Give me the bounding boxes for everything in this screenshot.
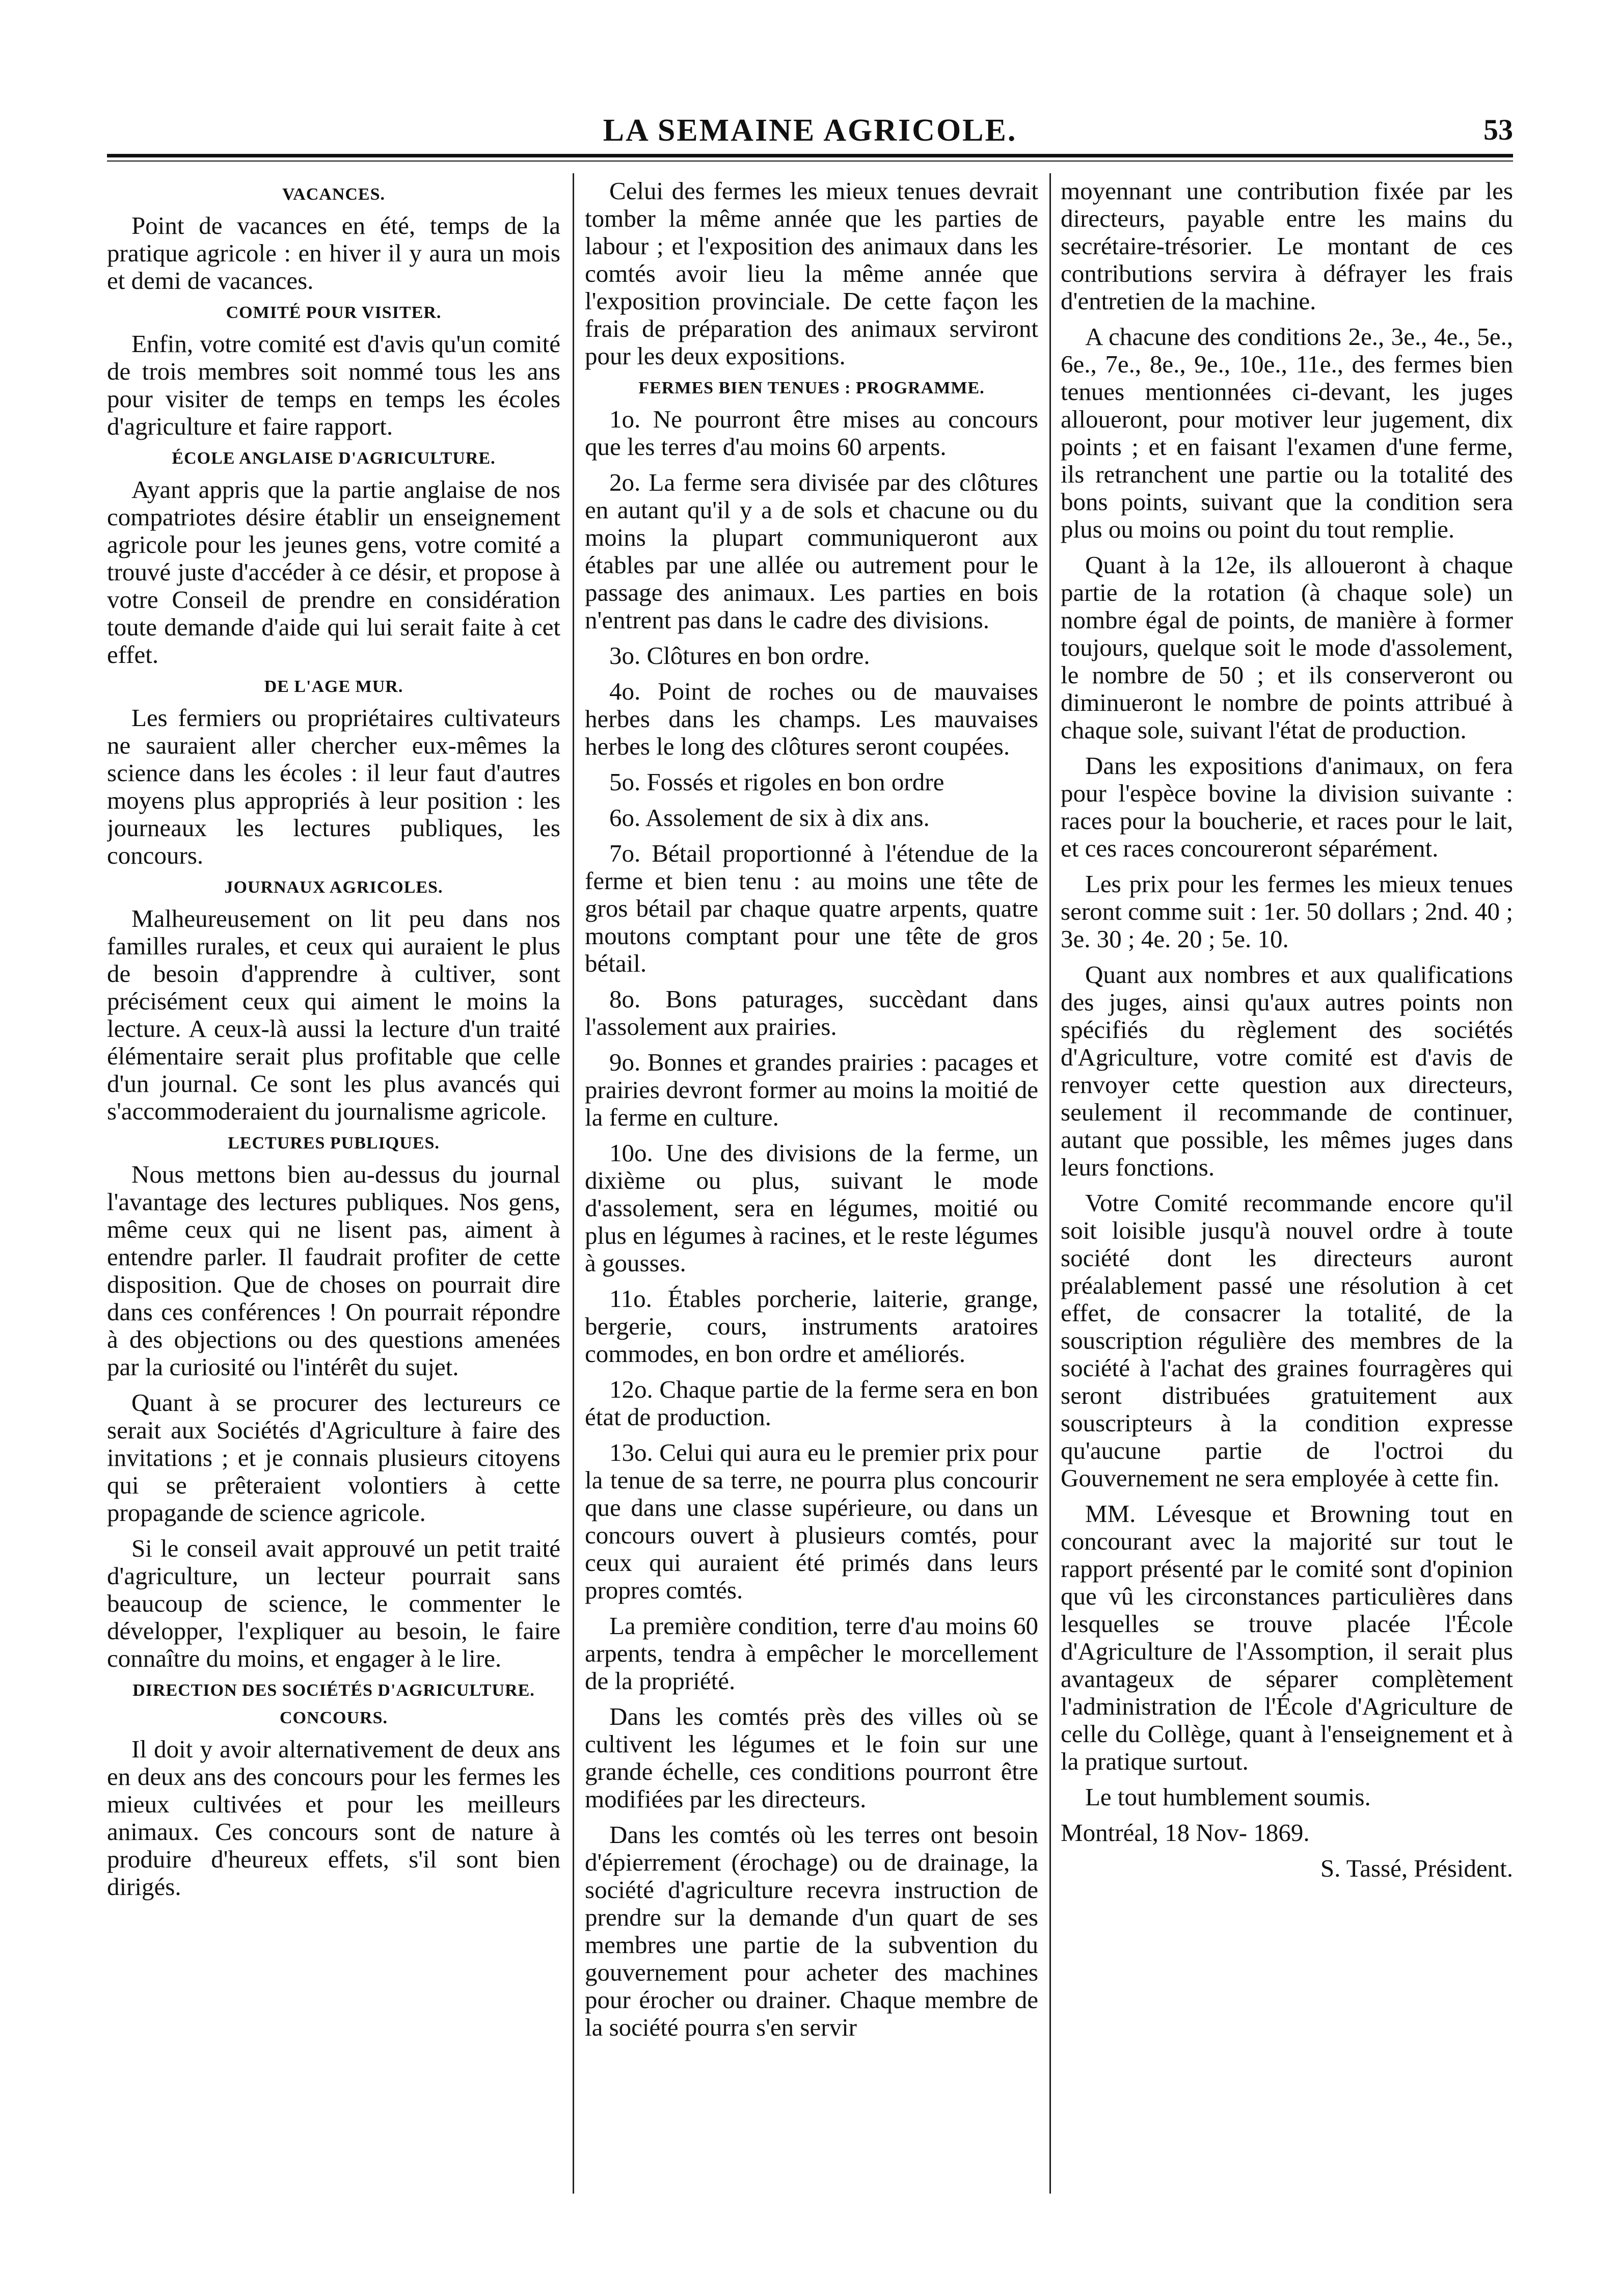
paragraph: Le tout humblement soumis. <box>1085 1783 1371 1811</box>
header-rule-thin <box>107 161 1513 162</box>
program-item: 9o. Bonnes et grandes prairies : pacages et prairies devront former au moins la moitié de la ferme en culture. <box>585 1048 1038 1131</box>
section-heading: FERMES BIEN TENUES : PROGRAMME. <box>638 379 985 397</box>
paragraph: Enfin, votre comité est d'avis qu'un comité de trois membres soit nommé tous les ans pour visiter de temps en temps les écoles d'agriculture et faire rapport. <box>107 330 560 440</box>
running-title: LA SEMAINE AGRICOLE. <box>603 113 1017 148</box>
paragraph: La première condition, terre d'au moins 60 arpents, tendra à empêcher le morcellement de la propriété. <box>585 1612 1038 1695</box>
program-item: 4o. Point de roches ou de mauvaises herbes dans les champs. Les mauvaises herbes le long des clôtures seront coupées. <box>585 677 1038 760</box>
program-item: 12o. Chaque partie de la ferme sera en bon état de production. <box>585 1375 1038 1431</box>
paragraph: Quant à la 12e, ils alloueront à chaque partie de la rotation (à chaque sole) un nombre égal de points, de manière à former toujours, quelque soit le mode d'assolement, le nombre de 50 ; et ils conserveront ou diminueront le nombre de points attribué à chaque sole, suivant l'état de production. <box>1061 551 1513 744</box>
paragraph: Votre Comité recommande encore qu'il soit loisible jusqu'à nouvel ordre à toute société dont les directeurs auront préalablement passé une résolution à cet effet, de consacrer la totalité, de la souscription régulière des membres de la société à l'achat des graines fourragères qui seront distribuées gratuitement aux souscripteurs à la condition expresse qu'aucune partie de l'octroi du Gouvernement ne sera employée à cette fin. <box>1061 1189 1513 1492</box>
paragraph: Il doit y avoir alternativement de deux ans en deux ans des concours pour les fermes les mieux cultivées et pour les meilleurs animaux. Ces concours sont de nature à produire d'heureux effets, s'il sont bien dirigés. <box>107 1735 560 1901</box>
page-number: 53 <box>1483 113 1513 146</box>
column-2 <box>585 177 1038 2195</box>
program-item: 5o. Fossés et rigoles en bon ordre <box>609 768 945 796</box>
paragraph: Celui des fermes les mieux tenues devrait tomber la même année que les parties de labour ; et l'exposition des animaux dans les comtés avoir lieu la même année que l'exposition provinciale. De cette façon les frais de préparation des animaux serviront pour les deux expositions. <box>585 177 1038 370</box>
paragraph: Les fermiers ou propriétaires cultivateurs ne sauraient aller chercher eux-mêmes la science dans les écoles : il leur faut d'autres moyens plus appropriés à leur position : les journeaux les lectures publiques, les concours. <box>107 704 560 869</box>
paragraph: Ayant appris que la partie anglaise de nos compatriotes désire établir un enseignement agricole pour les jeunes gens, votre comité a trouvé juste d'accéder à ce désir, et propose à votre Conseil de prendre en considération toute demande d'aide qui lui serait faite à cet effet. <box>107 475 560 669</box>
column-3 <box>1061 177 1513 2195</box>
signature: S. Tassé, Président. <box>1320 1854 1513 1882</box>
section-heading: DIRECTION DES SOCIÉTÉS D'AGRICULTURE. <box>132 1681 535 1700</box>
paragraph: MM. Lévesque et Browning tout en concourant avec la majorité sur tout le rapport présenté par le comité sont d'opinion que vû les circonstances particulières dans lesquelles se trouve placée l'École d'Agriculture de l'Assomption, il serait plus avantageux de séparer complètement l'administration de l'École d'Agriculture de celle du Collège, quant à l'enseignement et à la pratique surtout. <box>1061 1500 1513 1775</box>
dateline: Montréal, 18 Nov- 1869. <box>1061 1819 1310 1847</box>
section-subheading: CONCOURS. <box>279 1708 388 1727</box>
paragraph: Quant à se procurer des lectureurs ce serait aux Sociétés d'Agriculture à faire des invitations ; et je connais plusieurs citoyens qui se prêteraient volontiers à cette propagande de science agricole. <box>107 1389 560 1527</box>
program-item: 8o. Bons paturages, succèdant dans l'assolement aux prairies. <box>585 985 1038 1040</box>
program-item: 10o. Une des divisions de la ferme, un dixième ou plus, suivant le mode d'assolement, sera en légumes, moitié ou plus en légumes à racines, et le reste légumes à gousses. <box>585 1139 1038 1277</box>
paragraph: Dans les expositions d'animaux, on fera pour l'espèce bovine la division suivante : races pour la boucherie, et races pour le lait, et ces races concoureront séparément. <box>1061 752 1513 862</box>
program-item: 1o. Ne pourront être mises au concours que les terres d'au moins 60 arpents. <box>585 405 1038 461</box>
program-item: 3o. Clôtures en bon ordre. <box>609 642 870 670</box>
section-heading: COMITÉ POUR VISITER. <box>226 303 442 322</box>
paragraph: Quant aux nombres et aux qualifications des juges, ainsi qu'aux autres points non spécifiés du règlement des sociétés d'Agriculture, votre comité est d'avis de renvoyer cette question aux directeurs, seulement il recommande de continuer, autant que possible, les mêmes juges dans leurs fonctions. <box>1061 960 1513 1181</box>
program-item: 2o. La ferme sera divisée par des clôtures en autant qu'il y a de sols et chacune ou du moins la plupart communiqueront aux étables par une allée ou autrement pour le passage des animaux. Les parties en bois n'entrent pas dans le cadre des divisions. <box>585 468 1038 634</box>
paragraph: Si le conseil avait approuvé un petit traité d'agriculture, un lecteur pourrait sans beaucoup de science, le commenter le développer, l'expliquer au besoin, le faire connaître du moins, et engager à le lire. <box>107 1534 560 1672</box>
program-item: 6o. Assolement de six à dix ans. <box>609 804 930 832</box>
paragraph: moyennant une contribution fixée par les directeurs, payable entre les mains du secrétaire-trésorier. Le montant de ces contributions servira à défrayer les frais d'entretien de la machine. <box>1061 177 1513 315</box>
paragraph: Point de vacances en été, temps de la pratique agricole : en hiver il y aura un mois et demi de vacances. <box>107 211 560 295</box>
paragraph: Malheureusement on lit peu dans nos familles rurales, et ceux qui auraient le plus de besoin d'apprendre à cultiver, sont précisément ceux qui aiment le moins la lecture. A ceux-là aussi la lecture d'un traité élémentaire serait plus profitable que celle d'un journal. Ce sont les plus avancés qui s'accommoderaient du journalisme agricole. <box>107 904 560 1125</box>
program-item: 11o. Étables porcherie, laiterie, grange, bergerie, cours, instruments aratoires commodes, en bon ordre et améliorés. <box>585 1285 1038 1368</box>
program-item: 13o. Celui qui aura eu le premier prix pour la tenue de sa terre, ne pourra plus concourir que dans une classe supérieure, ou dans un concours ouvert à plusieurs comtés, pour ceux qui auraient été primés dans leurs propres comtés. <box>585 1438 1038 1604</box>
section-heading: JOURNAUX AGRICOLES. <box>224 878 443 897</box>
column-1 <box>107 177 560 2195</box>
section-heading: VACANCES. <box>282 185 386 204</box>
paragraph: Dans les comtés près des villes où se cultivent les légumes et le foin sur une grande échelle, ces conditions pourront être modifiées par les directeurs. <box>585 1702 1038 1813</box>
section-heading: DE L'AGE MUR. <box>264 677 403 696</box>
column-divider <box>573 173 574 2194</box>
section-heading: LECTURES PUBLIQUES. <box>228 1134 440 1153</box>
header-rule-thick <box>107 154 1513 157</box>
paragraph: Dans les comtés où les terres ont besoin d'épierrement (érochage) ou de drainage, la société d'agriculture recevra instruction de prendre sur la demande d'un quart de ses membres une partie de la subvention du gouvernement pour acheter des machines pour érocher ou drainer. Chaque membre de la société pourra s'en servir <box>585 1821 1038 2041</box>
paragraph: A chacune des conditions 2e., 3e., 4e., 5e., 6e., 7e., 8e., 9e., 10e., 11e., des fermes bien tenues mentionnées ci-devant, les juges alloueront, pour motiver leur jugement, dix points ; et en faisant l'examen d'une ferme, ils retranchent une partie ou la totalité des bons points, suivant que la condition sera plus ou moins ou point du tout remplie. <box>1061 323 1513 543</box>
paragraph: Nous mettons bien au-dessus du journal l'avantage des lectures publiques. Nos gens, même ceux qui ne lisent pas, aiment à entendre parler. Il faudrait profiter de cette disposition. Que de choses on pourrait dire dans ces conférences ! On pourrait répondre à des objections ou des questions amenées par la curiosité ou l'intérêt du sujet. <box>107 1160 560 1381</box>
page-header <box>107 110 1513 155</box>
section-heading: ÉCOLE ANGLAISE D'AGRICULTURE. <box>172 449 496 468</box>
paragraph: Les prix pour les fermes les mieux tenues seront comme suit : 1er. 50 dollars ; 2nd. 40 ; 3e. 30 ; 4e. 20 ; 5e. 10. <box>1061 870 1513 953</box>
program-item: 7o. Bétail proportionné à l'étendue de la ferme et bien tenu : au moins une tête de gros bétail par chaque quatre arpents, quatre moutons comptant pour une tête de gros bétail. <box>585 839 1038 977</box>
column-divider <box>1049 173 1051 2194</box>
